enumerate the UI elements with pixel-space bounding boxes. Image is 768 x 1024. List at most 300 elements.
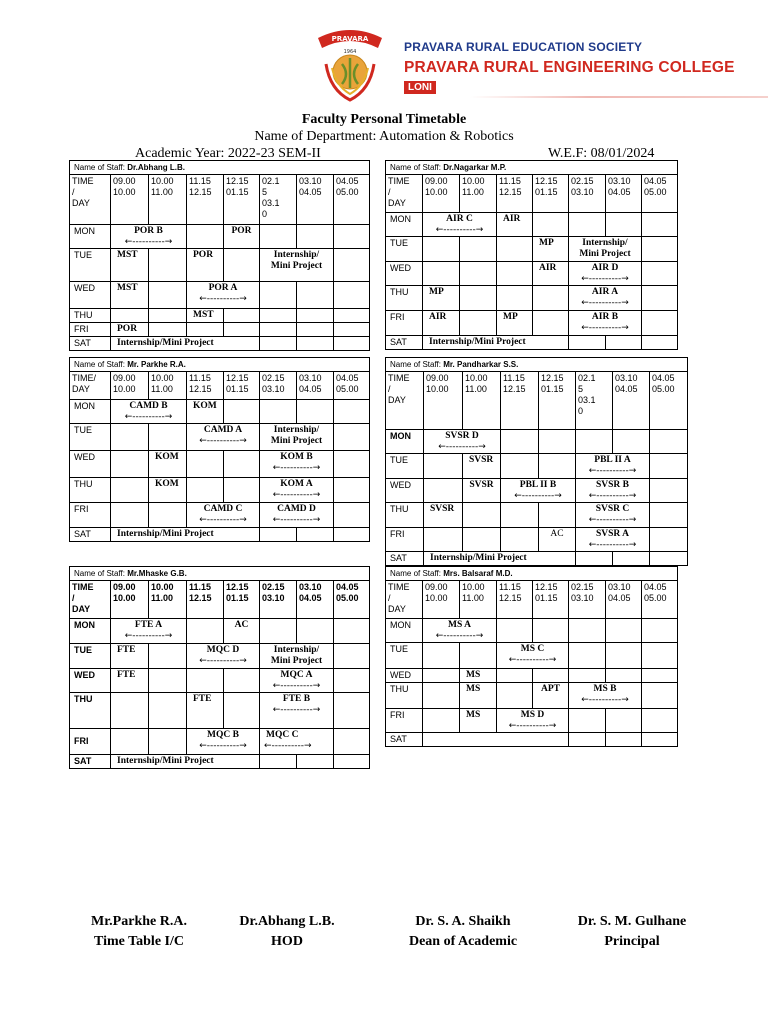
timetable-cell (569, 683, 642, 709)
day-label: SAT (386, 552, 424, 566)
day-label: TUE (70, 644, 111, 669)
slot-label: Mini Project (270, 436, 323, 446)
timetable-cell (187, 478, 224, 503)
day-label: FRI (386, 311, 423, 336)
span-arrow: ←----------→ (581, 298, 629, 308)
slot-label: FTE B (282, 694, 311, 704)
timetable-cell (260, 451, 334, 478)
slot-label: APT (541, 684, 560, 694)
day-label: MON (386, 430, 424, 454)
timetable-cell (334, 669, 370, 693)
time-day-header: TIME / DAY (70, 175, 111, 225)
timetable-cell (334, 400, 370, 424)
slot-label: Internship/Mini Project (117, 529, 214, 539)
slot-label: SVSR B (596, 480, 629, 490)
timetable-cell (334, 282, 370, 309)
timetable-cell (224, 451, 260, 478)
timetable-cell (297, 400, 334, 424)
timetable-cell (224, 619, 260, 644)
timetable-cell (650, 552, 688, 566)
slot-label: KOM A (280, 479, 313, 489)
timetable-cell (297, 619, 334, 644)
slot-label: AIR B (591, 312, 619, 322)
span-arrow: ←----------→ (508, 655, 557, 665)
time-slot-header: 02.1 5 03.1 0 (576, 372, 613, 430)
timetable-cell: Name of Staff: Mr. Pandharkar S.S. (386, 358, 688, 372)
timetable-balsaraf (385, 566, 677, 747)
time-slot-header: 09.00 10.00 (423, 581, 460, 619)
timetable-cell (642, 643, 678, 669)
staff-name-row: Name of Staff: Dr.Abhang L.B. (70, 161, 370, 175)
slot-label: SVSR (430, 504, 455, 514)
day-label: FRI (70, 323, 111, 337)
timetable-cell (149, 693, 187, 729)
day-label: TUE (70, 249, 111, 282)
timetable-cell (334, 225, 370, 249)
timetable-cell (260, 619, 297, 644)
timetable-cell (111, 693, 149, 729)
timetable-cell (501, 503, 539, 528)
signature-timetable-ic: Mr.Parkhe R.A. Time Table I/C (91, 914, 187, 949)
day-label: THU (70, 478, 111, 503)
timetable-cell (260, 693, 334, 729)
time-slot-header: 04.05 05.00 (650, 372, 688, 430)
slot-label: SVSR C (595, 504, 630, 514)
timetable-cell (260, 225, 297, 249)
day-label: FRI (386, 528, 424, 552)
slot-label: MST (117, 283, 138, 293)
timetable-cell (569, 669, 606, 683)
day-label: TUE (386, 454, 424, 479)
day-label: SAT (70, 337, 111, 351)
slot-label: CAMD B (129, 401, 168, 411)
day-label: MON (70, 619, 111, 644)
timetable-cell (613, 552, 650, 566)
timetable-cell (497, 237, 533, 262)
slot-label: MS B (593, 684, 617, 694)
slot-label: KOM (193, 401, 217, 411)
time-slot-header: 04.05 05.00 (642, 175, 678, 213)
day-label: MON (386, 213, 423, 237)
timetable-cell (423, 669, 460, 683)
timetable-cell (613, 430, 650, 454)
timetable-cell (149, 282, 187, 309)
day-label: SAT (386, 733, 423, 747)
time-slot-header: 12.15 01.15 (533, 581, 569, 619)
timetable-cell (334, 424, 370, 451)
day-label: THU (70, 693, 111, 729)
day-label: WED (70, 282, 111, 309)
timetable-cell (569, 733, 606, 747)
span-arrow: ←----------→ (272, 681, 321, 691)
timetable-cell (187, 729, 260, 755)
timetable-cell (606, 619, 642, 643)
timetable-cell (111, 451, 149, 478)
timetable-cell (423, 643, 460, 669)
slot-label: MS (466, 670, 481, 680)
timetable-cell (424, 552, 576, 566)
slot-entry (187, 249, 224, 282)
signature-principal: Dr. S. M. Gulhane Principal (577, 914, 687, 949)
day-label: SAT (70, 528, 111, 542)
span-arrow: ←----------→ (199, 515, 247, 525)
timetable-cell (111, 528, 260, 542)
time-slot-header: 02.15 03.10 (569, 581, 606, 619)
day-label: THU (386, 683, 423, 709)
timetable-cell (501, 479, 576, 503)
time-slot-header: 10.00 11.00 (149, 581, 187, 619)
timetable-cell (460, 709, 497, 733)
timetable-pandharkar (385, 357, 687, 566)
timetable-cell (260, 478, 334, 503)
span-arrow: ←----------→ (588, 466, 637, 476)
timetable-cell (460, 262, 497, 286)
timetable-cell (569, 619, 606, 643)
day-label: WED (70, 669, 111, 693)
college-logo (308, 24, 392, 108)
timetable-cell (424, 430, 501, 454)
signature-hod: Dr.Abhang L.B. HOD (239, 914, 335, 949)
doc-title: Faculty Personal Timetable (301, 112, 467, 127)
slot-label: MP (429, 287, 444, 297)
timetable-cell (606, 213, 642, 237)
timetable-nagarkar (385, 160, 677, 350)
time-slot-header: 02.15 03.10 (569, 175, 606, 213)
timetable-cell (423, 213, 497, 237)
timetable-cell (224, 693, 260, 729)
time-slot-header: 12.15 01.15 (224, 372, 260, 400)
timetable-cell (533, 286, 569, 311)
timetable-cell (497, 669, 533, 683)
timetable-cell (224, 478, 260, 503)
slot-label: Internship/ (582, 238, 628, 248)
slot-entry (111, 225, 187, 249)
college-name: PRAVARA RURAL ENGINEERING COLLEGE (404, 59, 735, 76)
timetable-cell (642, 709, 678, 733)
time-slot-header: 10.00 11.00 (460, 175, 497, 213)
timetable-cell (576, 479, 650, 503)
slot-entry (187, 282, 260, 309)
slot-label: MQC C (266, 730, 299, 740)
timetable-cell (533, 669, 569, 683)
slot-label: KOM B (280, 452, 313, 462)
slot-label: MQC D (206, 645, 240, 655)
svg-text:PRAVARA: PRAVARA (331, 35, 369, 43)
timetable-cell (569, 237, 642, 262)
timetable-cell (224, 309, 260, 323)
timetable-cell (149, 729, 187, 755)
time-slot-header: 04.05 05.00 (642, 581, 678, 619)
timetable-cell (497, 619, 533, 643)
timetable-cell (642, 237, 678, 262)
day-label: TUE (386, 237, 423, 262)
timetable-cell (260, 644, 334, 669)
timetable-cell (111, 669, 149, 693)
timetable-cell (187, 503, 260, 528)
timetable-cell (187, 669, 224, 693)
time-slot-header: 12.15 01.15 (224, 175, 260, 225)
place-badge: LONI (404, 81, 436, 94)
timetable-cell (642, 733, 678, 747)
day-label: SAT (70, 755, 111, 769)
timetable-cell (642, 619, 678, 643)
department-line: Name of Department: Automation & Robotics (254, 129, 514, 144)
span-arrow: ←----------→ (514, 491, 562, 501)
day-label: MON (70, 225, 111, 249)
timetable-cell (187, 424, 260, 451)
timetable-cell (576, 528, 650, 552)
time-slot-header: 09.00 10.00 (424, 372, 463, 430)
timetable-cell (334, 644, 370, 669)
span-arrow: ←----------→ (199, 294, 247, 304)
time-slot-header: 09.00 10.00 (423, 175, 460, 213)
timetable-cell: Name of Staff: Dr.Nagarkar M.P. (386, 161, 678, 175)
day-label: FRI (70, 503, 111, 528)
timetable-cell (501, 528, 539, 552)
timetable-cell (111, 424, 149, 451)
span-arrow: ←----------→ (199, 741, 247, 751)
time-slot-header: 03.10 04.05 (297, 372, 334, 400)
timetable-cell (463, 503, 501, 528)
timetable-cell (297, 225, 334, 249)
slot-label: MQC B (207, 730, 239, 740)
timetable-cell (423, 683, 460, 709)
timetable-parkhe (69, 357, 369, 542)
slot-label: AIR A (591, 287, 619, 297)
timetable-cell (149, 478, 187, 503)
time-slot-header: TIME / DAY (70, 581, 111, 619)
timetable-cell (497, 286, 533, 311)
timetable-cell (423, 619, 497, 643)
time-slot-header: 12.15 01.15 (224, 581, 260, 619)
timetable-cell (642, 669, 678, 683)
timetable-cell (334, 323, 370, 337)
timetable-mhaske (69, 566, 369, 769)
timetable-cell (460, 237, 497, 262)
timetable-cell (423, 262, 460, 286)
timetable-cell (187, 693, 224, 729)
timetable-cell (111, 478, 149, 503)
slot-label: MST (117, 250, 138, 260)
timetable-cell (111, 619, 187, 644)
timetable-cell (423, 237, 460, 262)
slot-label: AIR C (446, 214, 473, 224)
span-arrow: ←----------→ (588, 515, 637, 525)
timetable-cell (334, 755, 370, 769)
timetable-cell (501, 454, 539, 479)
slot-entry (224, 225, 260, 249)
timetable-cell (424, 454, 463, 479)
day-label: SAT (386, 336, 423, 350)
timetable-cell (224, 669, 260, 693)
timetable-cell (642, 683, 678, 709)
day-label: FRI (386, 709, 423, 733)
slot-label: SVSR (469, 480, 494, 490)
timetable-cell (533, 683, 569, 709)
day-label: THU (70, 309, 111, 323)
slot-label: MST (193, 310, 214, 320)
timetable-cell (642, 311, 678, 336)
timetable-cell (297, 337, 334, 351)
timetable-cell (463, 454, 501, 479)
span-arrow: ←----------→ (124, 631, 173, 641)
timetable-cell (576, 430, 613, 454)
span-arrow: ←----------→ (588, 491, 637, 501)
slot-entry (111, 337, 260, 351)
time-slot-header: TIME/ DAY (70, 372, 111, 400)
timetable-cell (460, 286, 497, 311)
slot-label: MS D (520, 710, 545, 720)
timetable-cell (111, 755, 260, 769)
time-slot-header: 10.00 11.00 (460, 581, 497, 619)
span-arrow: ←----------→ (581, 323, 629, 333)
timetable-cell (149, 451, 187, 478)
timetable-cell (260, 503, 334, 528)
timetable-cell (569, 286, 642, 311)
timetable-cell (111, 309, 149, 323)
timetable-cell (224, 400, 260, 424)
timetable-cell (423, 733, 569, 747)
timetable-cell (424, 503, 463, 528)
time-slot-header: 03.10 04.05 (297, 581, 334, 619)
timetable-cell (423, 311, 460, 336)
timetable-cell (187, 451, 224, 478)
timetable-cell (569, 709, 606, 733)
timetable-cell (334, 619, 370, 644)
timetable-cell (260, 282, 297, 309)
slot-label: PBL II B (519, 480, 557, 490)
time-slot-header: 03.10 04.05 (606, 175, 642, 213)
slot-label: AIR (539, 263, 557, 273)
timetable-cell (260, 424, 334, 451)
timetable-cell (423, 709, 460, 733)
timetable-cell (260, 323, 297, 337)
span-arrow: ←----------→ (438, 442, 486, 452)
slot-label: Internship/Mini Project (117, 338, 214, 348)
slot-label: KOM (155, 479, 179, 489)
time-slot-header: 02.15 03.10 (260, 581, 297, 619)
timetable-cell (297, 282, 334, 309)
time-slot-header: 04.05 05.00 (334, 372, 370, 400)
slot-label: Internship/Mini Project (430, 553, 527, 563)
span-arrow: ←----------→ (199, 436, 247, 446)
span-arrow: ←----------→ (435, 631, 484, 641)
slot-label: MQC A (280, 670, 313, 680)
timetable-cell (606, 643, 642, 669)
slot-label: MS (466, 684, 481, 694)
slot-label: POR (231, 226, 252, 236)
time-slot-header: 03.10 04.05 (297, 175, 334, 225)
slot-label: AIR (503, 214, 521, 224)
time-slot-header: 10.00 11.00 (463, 372, 501, 430)
slot-label: POR (117, 324, 138, 334)
timetable-cell (111, 503, 149, 528)
timetable-cell (111, 400, 187, 424)
timetable-cell (149, 669, 187, 693)
timetable-cell (650, 454, 688, 479)
timetable-cell (460, 669, 497, 683)
time-slot-header: TIME / DAY (386, 175, 423, 213)
slot-label: MS C (520, 644, 545, 654)
timetable-cell (187, 225, 224, 249)
timetable-cell (297, 528, 334, 542)
timetable-cell (650, 528, 688, 552)
timetable-cell (423, 286, 460, 311)
timetable-cell (533, 237, 569, 262)
timetable-cell (642, 213, 678, 237)
timetable-cell (424, 479, 463, 503)
slot-label: CAMD C (203, 504, 243, 514)
timetable-cell (423, 336, 569, 350)
timetable-cell (149, 503, 187, 528)
day-label: WED (386, 479, 424, 503)
slot-label: FTE (193, 694, 212, 704)
slot-label: AIR (429, 312, 447, 322)
timetable-cell (497, 683, 533, 709)
span-arrow: ←----------→ (199, 656, 247, 666)
slot-label: PBL II A (594, 455, 631, 465)
timetable-cell (642, 336, 678, 350)
time-slot-header: 04.05 05.00 (334, 175, 370, 225)
slot-label: Mini Project (270, 261, 323, 271)
timetable-cell (576, 552, 613, 566)
timetable-cell (650, 503, 688, 528)
timetable-cell (533, 619, 569, 643)
timetable-cell (460, 311, 497, 336)
slot-label: SVSR (469, 455, 494, 465)
slot-label: AC (234, 620, 249, 630)
time-slot-header: 11.15 12.15 (187, 581, 224, 619)
timetable-cell (111, 729, 149, 755)
slot-label: FTE A (134, 620, 163, 630)
timetable-cell (260, 755, 297, 769)
timetable-cell (334, 693, 370, 729)
span-arrow: ←----------→ (272, 515, 321, 525)
time-slot-header: 02.1 5 03.1 0 (260, 175, 297, 225)
timetable-cell (187, 644, 260, 669)
slot-entry (111, 282, 149, 309)
timetable-cell (149, 249, 187, 282)
time-slot-header: 11.15 12.15 (497, 175, 533, 213)
timetable-cell (606, 336, 642, 350)
slot-label: Mini Project (270, 656, 323, 666)
span-arrow: ←----------→ (264, 741, 312, 751)
timetable-cell (533, 213, 569, 237)
timetable-cell (650, 430, 688, 454)
timetable-cell (497, 262, 533, 286)
day-label: THU (386, 503, 424, 528)
timetable-cell (497, 709, 569, 733)
time-slot-header: 11.15 12.15 (187, 372, 224, 400)
timetable-cell (642, 262, 678, 286)
slot-entry (111, 249, 149, 282)
slot-entry (187, 309, 224, 323)
timetable-cell: Name of Staff: Mr. Parkhe R.A. (70, 358, 370, 372)
slot-label: SVSR A (596, 529, 629, 539)
span-arrow: ←----------→ (272, 490, 321, 500)
timetable-cell (260, 400, 297, 424)
slot-label: Internship/ (273, 250, 320, 260)
timetable-cell (569, 311, 642, 336)
wef-date: W.E.F: 08/01/2024 (548, 146, 655, 161)
slot-label: FTE (117, 645, 136, 655)
timetable-cell (187, 323, 224, 337)
timetable-cell (460, 683, 497, 709)
time-slot-header: TIME / DAY (386, 372, 424, 430)
timetable-cell (533, 311, 569, 336)
timetable-cell (297, 755, 334, 769)
time-slot-header: 10.00 11.00 (149, 175, 187, 225)
